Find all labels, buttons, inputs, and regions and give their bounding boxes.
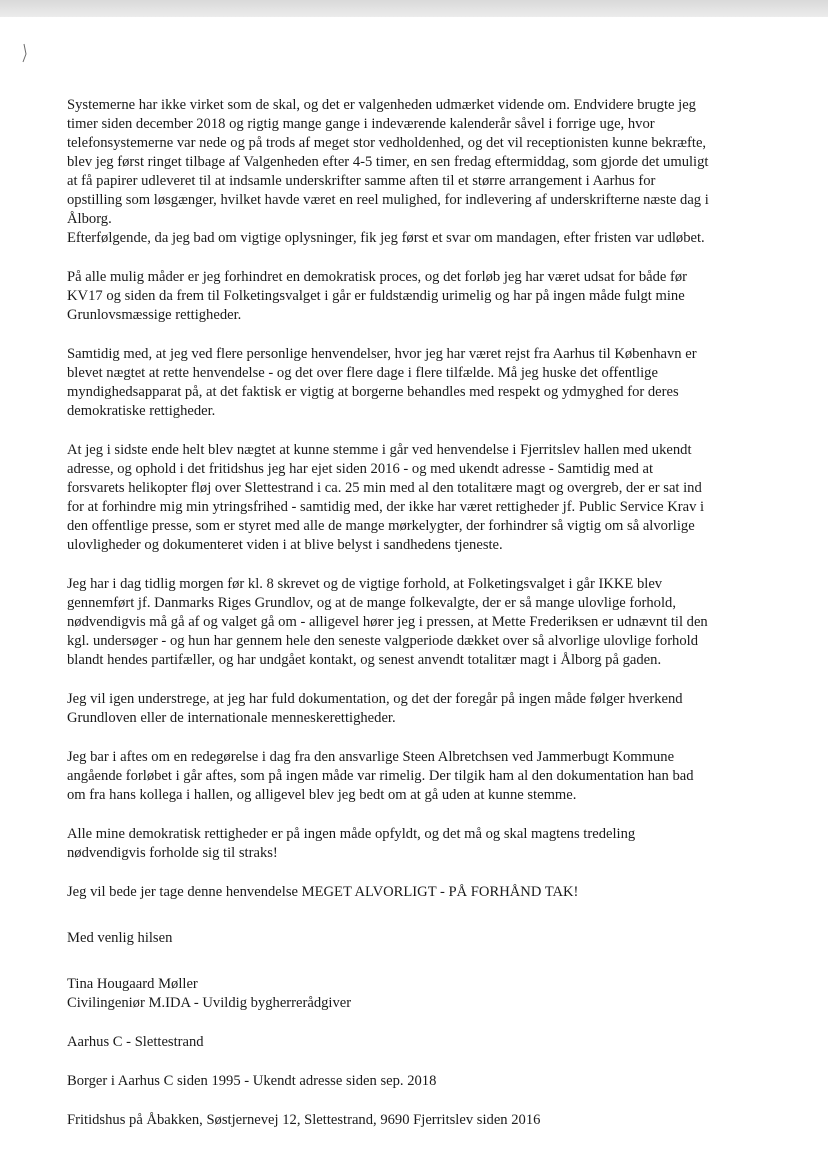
letter-paragraph: [67, 441, 763, 555]
paragraph-line: Grundloven eller de internationale menneskerettigheder.: [67, 710, 396, 726]
paragraph-line: timer siden december 2018 og rigtig mange gange i indeværende kalenderår såvel i forrige uge, hvor: [67, 116, 655, 132]
paragraph-line: telefonsystemerne var nede og på trods af meget stor vedholdenhed, og det vil receptionisten kunne bekræfte,: [67, 135, 707, 151]
paragraph-line: Alle mine demokratisk rettigheder er på ingen måde opfyldt, og det må og skal magtens tredeling: [67, 826, 636, 842]
paragraph-line: demokratiske rettigheder.: [67, 403, 216, 419]
paragraph-line: nødvendigvis må gå af og valget gå om - alligevel hører jeg i pressen, at Mette Frederiksen er udnævnt til den: [67, 614, 708, 630]
letter-paragraph: [67, 748, 763, 805]
paragraph-line: gennemført jf. Danmarks Riges Grundlov, og at de mange folkevalgte, der er så mange ulovlige forhold,: [67, 595, 676, 611]
letter-paragraph: [67, 268, 763, 325]
paragraph-line: Jeg vil bede jer tage denne henvendelse MEGET ALVORLIGT - PÅ FORHÅND TAK!: [67, 884, 579, 900]
paragraph-line: ulovligheder og dokumenteret viden i at blive belyst i sandhedens tjeneste.: [67, 537, 503, 553]
address-note: Borger i Aarhus C siden 1995 - Ukendt adresse siden sep. 2018: [67, 1073, 437, 1089]
letter-paragraph: [67, 825, 763, 863]
letter-body: [67, 96, 763, 1130]
paragraph-line: På alle mulig måder er jeg forhindret en demokratisk proces, og det forløb jeg har været udsat for både før: [67, 269, 688, 285]
paragraph-line: At jeg i sidste ende helt blev nægtet at kunne stemme i går ved henvendelse i Fjerritslev hallen med ukendt: [67, 442, 692, 458]
paragraph-line: kgl. undersøger - og hun har gennem hele den seneste valgperiode dækket over så alvorlige ulovlige forhold: [67, 633, 698, 649]
paragraph-line: Samtidig med, at jeg ved flere personlige henvendelser, hvor jeg har været rejst fra Aarhus til København er: [67, 346, 697, 362]
paragraph-line: Efterfølgende, da jeg bad om vigtige oplysninger, fik jeg først et svar om mandagen, efter fristen var udløbet.: [67, 230, 705, 246]
letter-paragraph: [67, 345, 763, 421]
paragraph-line: blevet nægtet at rette henvendelse - og det over flere dage i flere tilfælde. Må jeg huske det offentlige: [67, 365, 658, 381]
paragraph-line: Grunlovsmæssige rettigheder.: [67, 307, 242, 323]
paragraph-line: nødvendigvis forholde sig til straks!: [67, 845, 278, 861]
letter-paragraph: [67, 690, 763, 728]
paragraph-line: om fra hans kollega i hallen, og alligevel blev jeg bedt om at gå uden at kunne stemme.: [67, 787, 577, 803]
paragraph-line: at få papirer udleveret til at indsamle underskrifter samme aften til et større arrangement i Aarhus for: [67, 173, 656, 189]
paragraph-line: Jeg vil igen understrege, at jeg har fuld dokumentation, og det der foregår på ingen måde følger hverkend: [67, 691, 683, 707]
letter-paragraph: [67, 96, 763, 248]
signer-name: Tina Hougaard Møller: [67, 976, 198, 992]
paragraph-line: for at forhindre mig min ytringsfrihed - samtidig med, der ikke har været rettigheder jf. Public Service Krav i: [67, 499, 705, 515]
paragraph-line: myndighedsapparat på, at det faktisk er vigtig at borgerne behandles med respekt og ydmyghed for deres: [67, 384, 679, 400]
paragraph-line: opstilling som løsgænger, hvilket havde været en reel mulighed, for indlevering af underskrifterne næste dag i: [67, 192, 709, 208]
paragraph-line: forsvarets helikopter fløj over Slettestrand i ca. 25 min med al den totalitære magt og overgreb, der er sat ind: [67, 480, 702, 496]
paragraph-line: blev jeg først ringet tilbage af Valgenheden efter 4-5 timer, en sen fredag eftermiddag, som gjorde det umuligt: [67, 154, 709, 170]
closing-greeting: Med venlig hilsen: [67, 930, 173, 946]
paragraph-line: KV17 og siden da frem til Folketingsvalget i går er fuldstændig urimelig og har på ingen måde fulgt mine: [67, 288, 685, 304]
paragraph-line: Systemerne har ikke virket som de skal, og det er valgenheden udmærket vidende om. Endvidere brugte jeg: [67, 97, 696, 113]
signer-title: Civilingeniør M.IDA - Uvildig bygherrerådgiver: [67, 995, 352, 1011]
paragraph-line: den offentlige presse, som er styret med alle de mange mørkelygter, der forhindrer så vigtig om så alvorlige: [67, 518, 695, 534]
paragraph-line: Jeg har i dag tidlig morgen før kl. 8 skrevet og de vigtige forhold, at Folketingsvalget i går IKKE blev: [67, 576, 663, 592]
scan-speck-icon: [12, 42, 42, 72]
letter-paragraph: [67, 883, 763, 902]
paragraph-line: angående forløbet i går aftes, som på ingen måde var rimelig. Der tilgik ham al den dokumentation han bad: [67, 768, 694, 784]
holiday-home-address: Fritidshus på Åbakken, Søstjernevej 12, Slettestrand, 9690 Fjerritslev siden 2016: [67, 1112, 541, 1128]
paragraph-line: Ålborg.: [67, 211, 112, 227]
scan-top-edge: [0, 0, 828, 17]
letter-paragraph: [67, 575, 763, 670]
signer-location: Aarhus C - Slettestrand: [67, 1034, 204, 1050]
paragraph-line: adresse, og ophold i det fritidshus jeg har ejet siden 2016 - og med ukendt adresse - Samtidig med at: [67, 461, 654, 477]
paragraph-line: Jeg bar i aftes om en redegørelse i dag fra den ansvarlige Steen Albretchsen ved Jammerbugt Kommune: [67, 749, 675, 765]
paragraph-line: blandt hendes partifæller, og har undgået kontakt, og senest anvendt totalitær magt i Ålborg på gaden.: [67, 652, 662, 668]
